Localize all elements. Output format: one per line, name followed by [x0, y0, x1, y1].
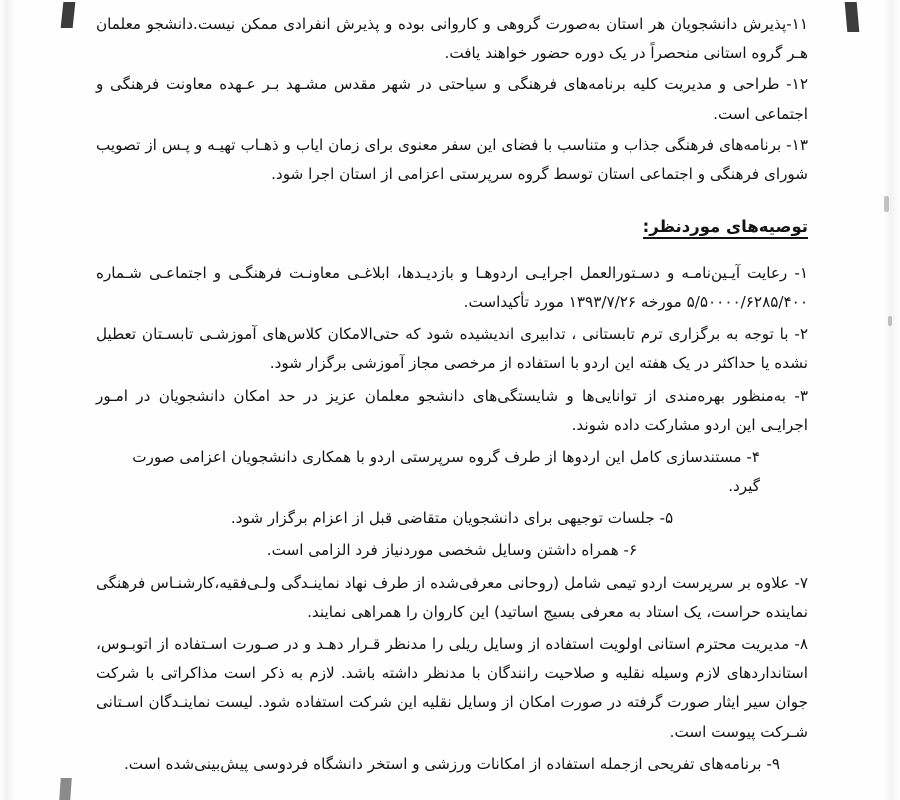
- recommendation-paragraph: ۵- جلسات توجیهی برای دانشجویان متقاضی قبل از اعزام برگزار شود.: [230, 509, 674, 528]
- recommendation-paragraph: ۸- مدیریت محترم استانی اولویت استفاده از وسایل ریلی را مدنظر قـرار دهـد و در صـورت اسـتفاده از اتوبـوس، استانداردهای لازم وسیله نقلیه و صلاحیت رانندگان با مدنظر داشته باشد. لازم به ذکر است مذاکراتی با شرکت جوان سیر ایثار صورت گرفته در صورت امکان از وسایل نقلیه این شرکت استفاده شود. لیست نماینـدگان اسـتانی شـرکت پیوست است.: [96, 635, 808, 741]
- section-heading-text: توصیه‌های موردنظر:: [643, 217, 808, 239]
- clauses-block: [96, 10, 808, 189]
- section-heading: [96, 211, 808, 243]
- recommendation-paragraph: ۹- برنامه‌های تفریحی ازجمله استفاده از امکانات ورزشی و استخر دانشگاه فردوسی پیش‌بینی‌شده است.: [123, 754, 781, 773]
- scan-artifact-top-left: [61, 2, 76, 28]
- recommendations-block: [96, 259, 808, 779]
- clause-paragraph: ۱۱-پذیرش دانشجویان هر استان به‌صورت گروهی و کاروانی بوده و پذیرش انفرادی ممکن نیست.دانشجو معلمان هـر گروه استانی منحصراً در یک دوره حضور خواهند یافت.: [96, 15, 808, 63]
- clause-paragraph: ۱۲- طراحی و مدیریت کلیه برنامه‌های فرهنگی و سیاحتی در شهر مقدس مشـهد بـر عـهده معاونت فرهنگی و اجتماعی است.: [96, 75, 808, 123]
- scan-speck: [888, 316, 892, 326]
- scan-artifact-top-right: [845, 2, 860, 32]
- recommendation-paragraph: ۷- علاوه بر سرپرست اردو تیمی شامل (روحانی معرفی‌شده از طرف نهاد نماینـدگی ولـی‌فقیه،کارشنـاس فرهنگی نماینده حراست، یک استاد به معرفی بسیج اساتید) این کاروان را همراهی نمایند.: [96, 573, 808, 621]
- document-body: [96, 10, 808, 782]
- page-left-edge-shadow: [0, 0, 16, 800]
- recommendation-paragraph: ۳- به‌منظور بهره‌مندی از توانایی‌ها و شایستگی‌های دانشجو معلمان عزیز در حد امکان دانشجویان در امـور اجرایـی این اردو مشارکت داده شوند.: [96, 386, 808, 434]
- scan-speck: [884, 196, 889, 212]
- page-right-edge-shadow: [884, 0, 900, 800]
- recommendation-paragraph: ۶- همراه داشتن وسایل شخصی موردنیاز فرد الزامی است.: [266, 541, 638, 560]
- scan-artifact-bottom-left: [59, 778, 72, 800]
- clause-paragraph: ۱۳- برنامه‌های فرهنگی جذاب و متناسب با فضای این سفر معنوی برای زمان ایاب و ذهـاب تهیـه و پـس از تصویب شورای فرهنگی و اجتماعی استان توسط گروه سرپرستی اعزامی از استان اجرا شود.: [96, 135, 808, 183]
- recommendation-paragraph: ۱- رعایت آیـین‌نامـه و دسـتورالعمل اجرایـی اردوهـا و بازدیـدها، ابلاغـی معاونـت فرهنگـی و اجتماعـی شـماره ۵/۵۰۰۰۰/۶۲۸۵/۴۰۰ مورخه ۱۳۹۳/۷/۲۶ مورد تأکیداست.: [96, 263, 808, 311]
- recommendation-paragraph: ۲- با توجه به برگزاری ترم تابستانی ، تدابیری اندیشیده شود که حتی‌الامکان کلاس‌های آموزشـی تابسـتان تعطیل نشده یا حداکثر در یک هفته این اردو با استفاده از مرخصی مجاز آموزشی برگزار شود.: [96, 325, 808, 373]
- recommendation-paragraph: ۴- مستندسازی کامل این اردوها از طرف گروه سرپرستی اردو با همکاری دانشجویان اعزامی صورت گیرد.: [132, 447, 760, 496]
